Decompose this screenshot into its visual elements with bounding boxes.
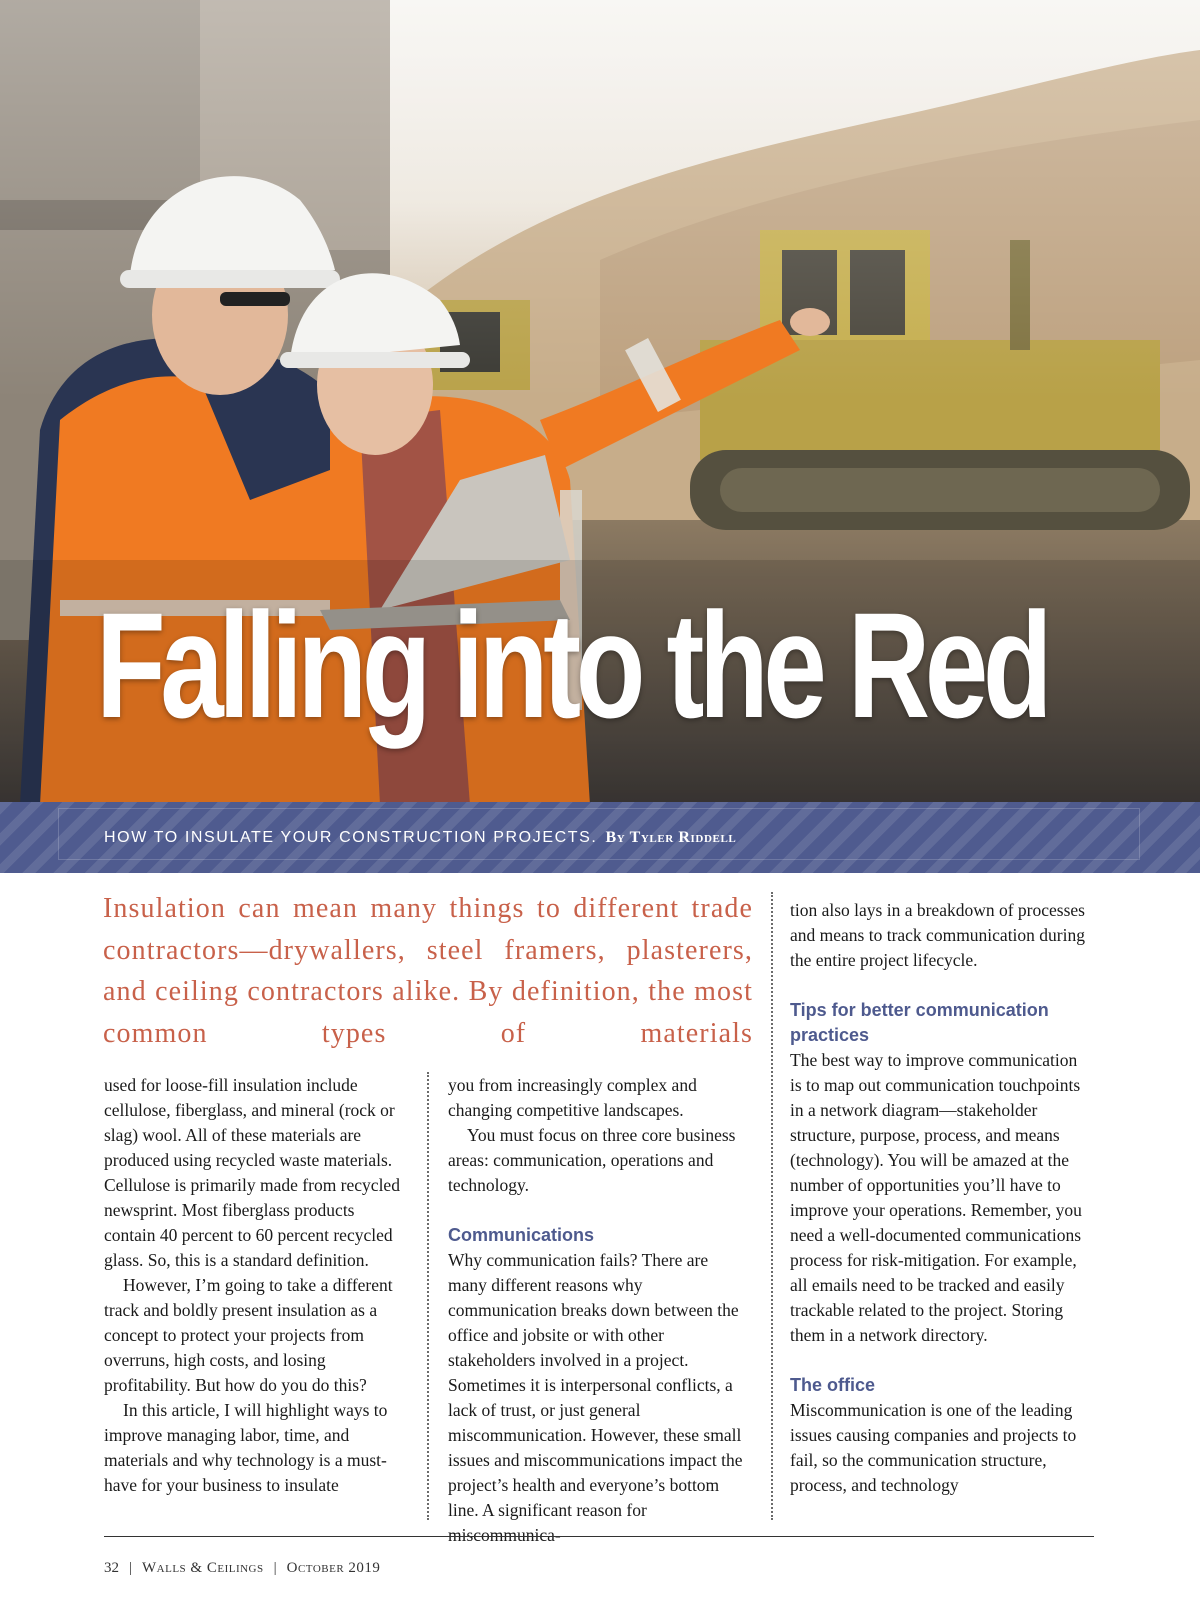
column-2 [448, 1073, 748, 1548]
separator: | [273, 1560, 277, 1576]
spacer [790, 1348, 1090, 1373]
col2-paragraph-3: Why communication fails? There are many different reasons why communication breaks down between the office and jobsite or with other stakeholders involved in a project. Sometimes it is interpersonal conflicts, a lack of trust, or just general miscommunication. However, these small issues and miscommunications impact the project’s health and everyone’s bottom line. A significant reason for miscommunica- [448, 1250, 743, 1545]
col1-paragraph-1: used for loose-fill insulation include cellulose, fiberglass, and mineral (rock or slag) wool. All of these materials are produced using recycled waste materials. Cellulose is primarily made from recycled newsprint. Most fiberglass products contain 40 percent to 60 percent recycled glass. So, this is a standard definition. [104, 1075, 400, 1270]
spacer [790, 973, 1090, 998]
lede-paragraph: Insulation can mean many things to different trade contractors—drywallers, steel framers, plasterers, and ceiling contractors alike. By definition, the most common types of materials [103, 893, 753, 1049]
column-1 [104, 1073, 406, 1498]
page-number: 32 [104, 1560, 119, 1576]
col1-paragraph-3: In this article, I will highlight ways to improve managing labor, time, and materials and why technology is a must-have for your business to insulate [104, 1400, 388, 1495]
footer-rule [104, 1536, 1094, 1537]
folio [104, 1560, 380, 1577]
subhead-tips: Tips for better communication practices [790, 1000, 1049, 1045]
col3-paragraph-3: Miscommunication is one of the leading issues causing companies and projects to fail, so the communication structure, process, and technology [790, 1400, 1077, 1495]
col3-paragraph-1: tion also lays in a breakdown of processes and means to track communication during the entire project lifecycle. [790, 900, 1085, 970]
dek-text: HOW TO INSULATE YOUR CONSTRUCTION PROJECTS. [104, 829, 598, 846]
column-rule-2 [771, 892, 773, 1520]
subhead-communications: Communications [448, 1225, 595, 1245]
headline: Falling into the Red [96, 581, 1048, 749]
byline: By Tyler Riddell [605, 829, 737, 846]
spacer [448, 1198, 748, 1223]
hero-photo [0, 0, 1200, 805]
col2-paragraph-2: You must focus on three core business areas: communication, operations and technology. [448, 1125, 736, 1195]
separator: | [129, 1560, 133, 1576]
subhead-the-office: The office [790, 1375, 876, 1395]
column-rule-1 [427, 1072, 429, 1520]
col3-paragraph-2: The best way to improve communication is to map out communication touchpoints in a network diagram—stakeholder structure, purpose, process, and means (technology). You will be amazed at the number of opportunities you’ll have to improve your operations. Remember, you need a well-documented communications process for risk-mitigation. For example, all emails need to be tracked and easily trackable related to the project. Storing them in a network directory. [790, 1050, 1082, 1345]
col2-paragraph-1: you from increasingly complex and changing competitive landscapes. [448, 1075, 697, 1120]
publication-name: Walls & Ceilings [142, 1560, 264, 1576]
column-3 [790, 898, 1090, 1498]
issue-date: October 2019 [286, 1560, 381, 1576]
deck [104, 829, 736, 847]
col1-paragraph-2: However, I’m going to take a different track and boldly present insulation as a concept to protect your projects from overruns, high costs, and losing profitability. But how do you do this? [104, 1275, 393, 1395]
